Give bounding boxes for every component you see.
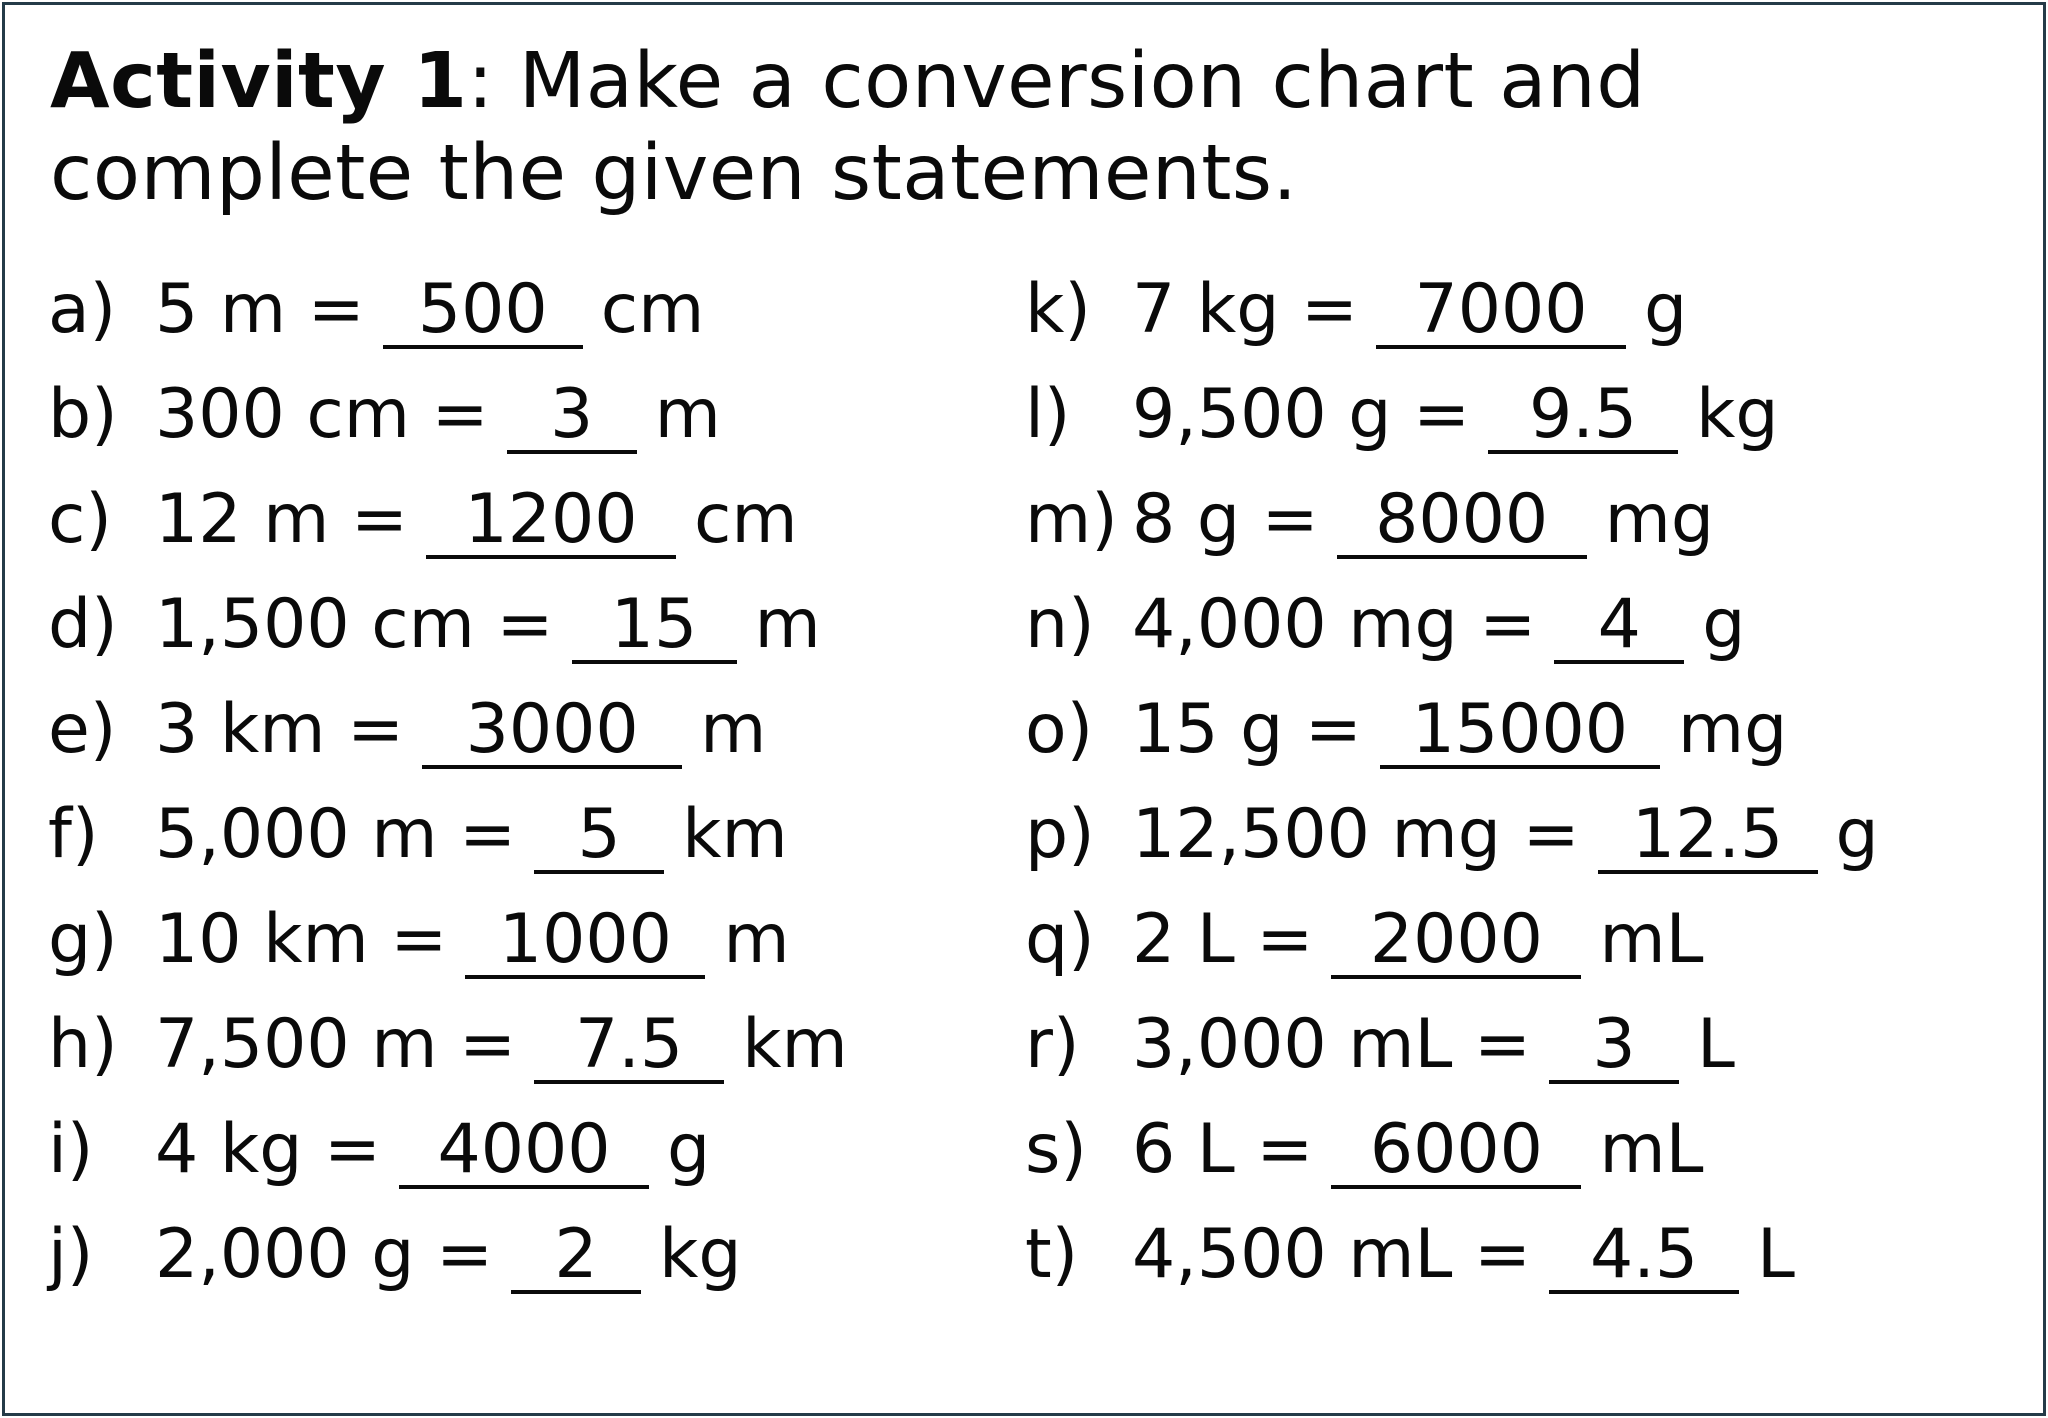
conversion-item-g	[48, 900, 848, 1005]
answer-blank: 5	[534, 800, 664, 874]
answer-blank: 9.5	[1488, 380, 1678, 454]
item-unit: L	[1757, 1215, 1795, 1294]
item-prompt: 300 cm =	[155, 375, 489, 454]
item-letter: o)	[1025, 690, 1094, 769]
item-letter: k)	[1025, 270, 1091, 349]
item-unit: g	[1835, 795, 1879, 874]
item-prompt: 5 m =	[155, 270, 365, 349]
item-unit: g	[1644, 270, 1688, 349]
item-letter: f)	[48, 795, 99, 874]
item-letter: e)	[48, 690, 117, 769]
answer-blank: 15	[572, 590, 737, 664]
answer-blank: 1200	[426, 485, 676, 559]
item-prompt: 9,500 g =	[1132, 375, 1471, 454]
answer-blank: 4.5	[1549, 1220, 1739, 1294]
item-prompt: 1,500 cm =	[155, 585, 554, 664]
answer-blank: 3	[1549, 1010, 1679, 1084]
item-letter: c)	[48, 480, 112, 559]
answer-blank: 2000	[1331, 905, 1581, 979]
conversion-item-l	[1025, 375, 1879, 480]
item-unit: mL	[1599, 1110, 1704, 1189]
conversion-item-j	[48, 1215, 848, 1320]
conversion-item-q	[1025, 900, 1879, 1005]
item-unit: cm	[693, 480, 798, 559]
item-unit: mg	[1677, 690, 1788, 769]
item-prompt: 5,000 m =	[155, 795, 517, 874]
item-unit: km	[682, 795, 788, 874]
item-prompt: 4,500 mL =	[1132, 1215, 1532, 1294]
activity-title: Activity 1	[50, 37, 468, 126]
item-prompt: 6 L =	[1132, 1110, 1314, 1189]
conversion-item-p	[1025, 795, 1879, 900]
conversion-item-s	[1025, 1110, 1879, 1215]
item-letter: i)	[48, 1110, 94, 1189]
answer-blank: 8000	[1337, 485, 1587, 559]
item-unit: kg	[1696, 375, 1779, 454]
answer-blank: 7000	[1376, 275, 1626, 349]
item-prompt: 10 km =	[155, 900, 448, 979]
answer-blank: 4000	[399, 1115, 649, 1189]
activity-heading	[50, 36, 2010, 220]
item-letter: t)	[1025, 1215, 1079, 1294]
right-column	[1025, 270, 1879, 1320]
item-letter: p)	[1025, 795, 1095, 874]
item-letter: j)	[48, 1215, 94, 1294]
conversion-item-f	[48, 795, 848, 900]
item-letter: h)	[48, 1005, 118, 1084]
item-prompt: 7 kg =	[1132, 270, 1359, 349]
answer-blank: 12.5	[1598, 800, 1818, 874]
conversion-item-c	[48, 480, 848, 585]
item-letter: m)	[1025, 480, 1118, 559]
item-unit: mL	[1599, 900, 1704, 979]
item-prompt: 3 km =	[155, 690, 405, 769]
conversion-item-t	[1025, 1215, 1879, 1320]
item-unit: L	[1697, 1005, 1735, 1084]
item-unit: m	[723, 900, 790, 979]
item-letter: b)	[48, 375, 118, 454]
item-unit: km	[742, 1005, 848, 1084]
answer-blank: 6000	[1331, 1115, 1581, 1189]
item-prompt: 8 g =	[1132, 480, 1319, 559]
item-unit: mg	[1604, 480, 1715, 559]
item-unit: m	[654, 375, 721, 454]
answer-blank: 3	[507, 380, 637, 454]
item-prompt: 7,500 m =	[155, 1005, 517, 1084]
conversion-item-b	[48, 375, 848, 480]
answer-blank: 2	[511, 1220, 641, 1294]
item-unit: m	[700, 690, 767, 769]
conversion-item-e	[48, 690, 848, 795]
item-prompt: 15 g =	[1132, 690, 1362, 769]
item-unit: g	[1702, 585, 1746, 664]
item-letter: g)	[48, 900, 118, 979]
item-letter: n)	[1025, 585, 1095, 664]
item-letter: d)	[48, 585, 118, 664]
item-prompt: 12 m =	[155, 480, 408, 559]
item-letter: r)	[1025, 1005, 1080, 1084]
item-prompt: 2 L =	[1132, 900, 1314, 979]
answer-blank: 15000	[1380, 695, 1660, 769]
item-unit: g	[667, 1110, 711, 1189]
conversion-item-a	[48, 270, 848, 375]
conversion-item-k	[1025, 270, 1879, 375]
conversion-item-m	[1025, 480, 1879, 585]
conversion-item-n	[1025, 585, 1879, 690]
answer-blank: 3000	[422, 695, 682, 769]
item-prompt: 3,000 mL =	[1132, 1005, 1532, 1084]
activity-instructions: : Make a conversion chart and complete the given statements.	[50, 37, 1646, 218]
answer-blank: 7.5	[534, 1010, 724, 1084]
answer-blank: 500	[383, 275, 583, 349]
item-letter: a)	[48, 270, 117, 349]
conversion-item-h	[48, 1005, 848, 1110]
conversion-item-r	[1025, 1005, 1879, 1110]
answer-blank: 4	[1554, 590, 1684, 664]
item-prompt: 4,000 mg =	[1132, 585, 1537, 664]
conversion-item-o	[1025, 690, 1879, 795]
item-unit: m	[754, 585, 821, 664]
answer-blank: 1000	[465, 905, 705, 979]
item-prompt: 12,500 mg =	[1132, 795, 1580, 874]
item-letter: l)	[1025, 375, 1071, 454]
item-letter: q)	[1025, 900, 1095, 979]
conversion-item-i	[48, 1110, 848, 1215]
left-column	[48, 270, 848, 1320]
item-unit: kg	[659, 1215, 742, 1294]
item-prompt: 2,000 g =	[155, 1215, 494, 1294]
conversion-item-d	[48, 585, 848, 690]
item-prompt: 4 kg =	[155, 1110, 382, 1189]
item-letter: s)	[1025, 1110, 1087, 1189]
item-unit: cm	[600, 270, 705, 349]
